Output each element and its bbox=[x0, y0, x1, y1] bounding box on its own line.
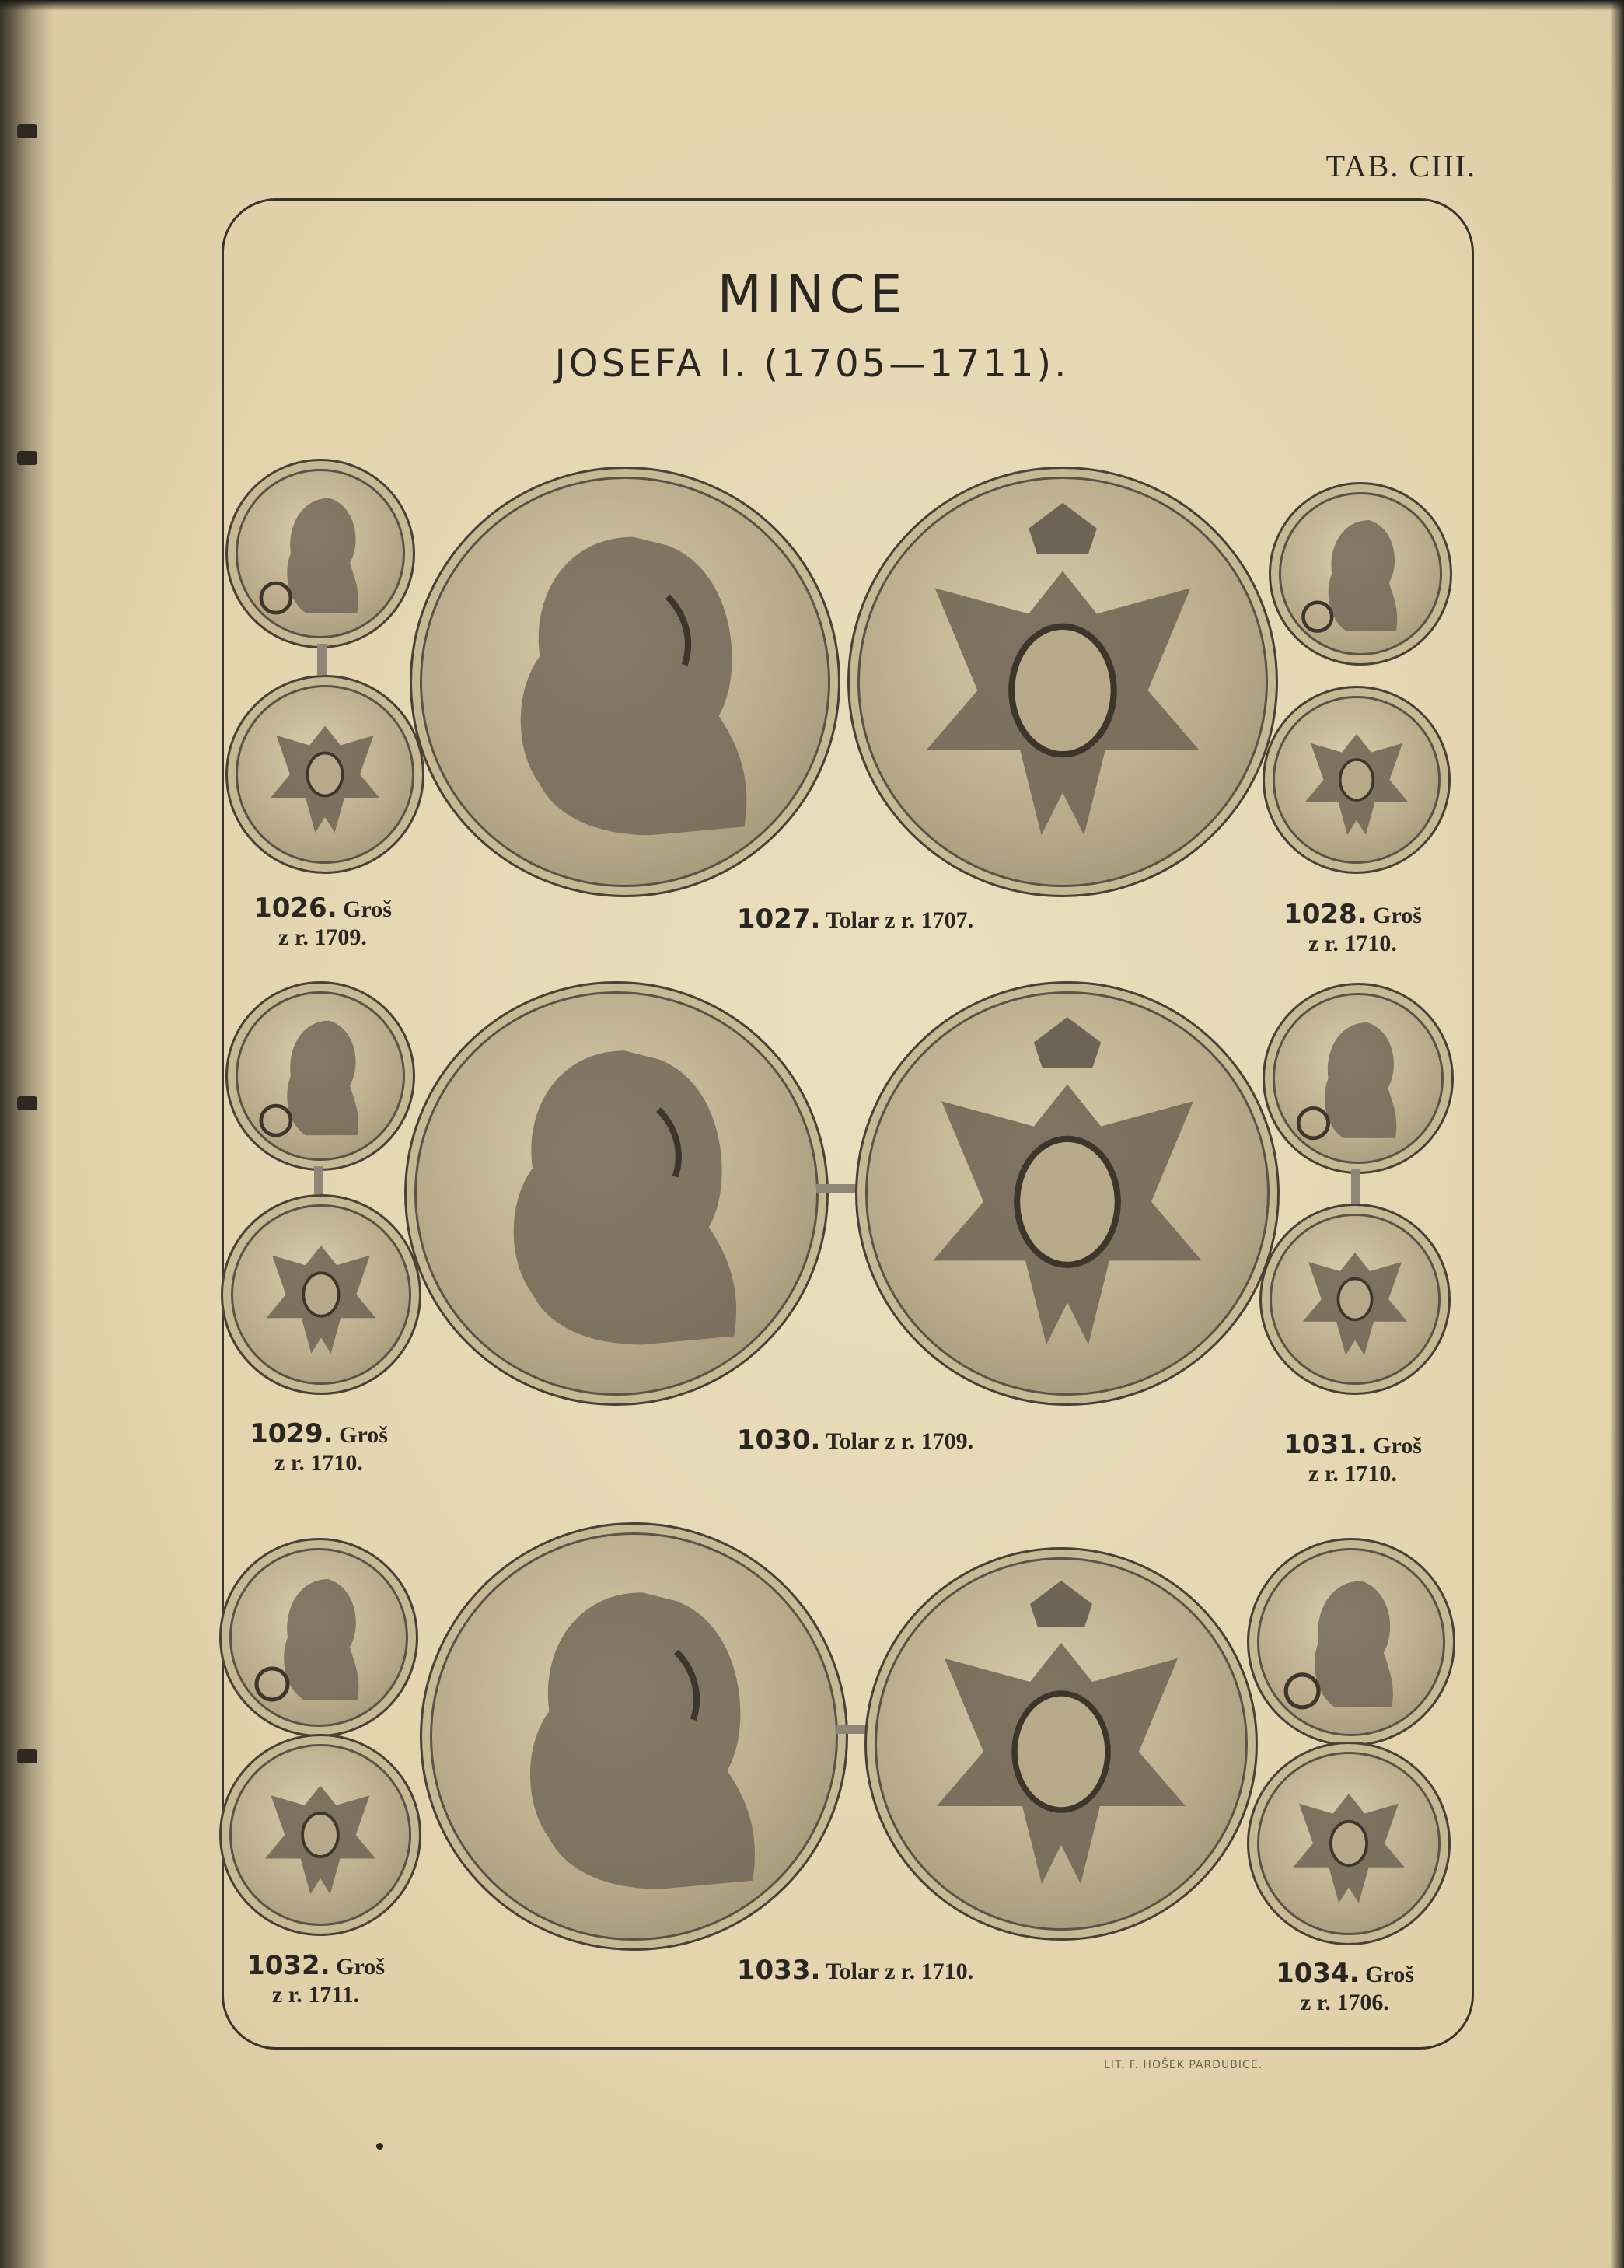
caption-text: Groš bbox=[1373, 903, 1422, 928]
double-eagle-icon bbox=[222, 1736, 419, 1934]
double-eagle-icon bbox=[223, 1197, 419, 1393]
double-eagle-icon bbox=[228, 677, 422, 872]
coin-1029-reverse bbox=[221, 1194, 421, 1395]
caption-1028 bbox=[1259, 900, 1446, 958]
double-eagle-icon bbox=[1262, 1206, 1448, 1393]
book-spine bbox=[0, 0, 54, 2268]
coin-1031-reverse bbox=[1259, 1204, 1451, 1395]
caption-text: Tolar z r. 1709. bbox=[826, 1428, 974, 1454]
caption-1033 bbox=[622, 1956, 1088, 1986]
caption-1031 bbox=[1259, 1431, 1446, 1488]
caption-text: Groš bbox=[1373, 1433, 1422, 1459]
emperor-portrait-icon bbox=[422, 1525, 846, 1948]
binding-stitch bbox=[17, 124, 37, 138]
caption-number: 1031. bbox=[1283, 1429, 1367, 1460]
caption-text: Groš bbox=[343, 896, 392, 922]
page-top-shadow bbox=[0, 0, 1624, 11]
plate-label: TAB. CIII. bbox=[1325, 149, 1476, 183]
caption-number: 1034. bbox=[1276, 1958, 1360, 1989]
coin-connector bbox=[314, 1166, 323, 1194]
caption-number: 1029. bbox=[250, 1418, 334, 1449]
coin-1033-reverse bbox=[864, 1547, 1258, 1941]
coin-1032-obverse bbox=[219, 1538, 418, 1737]
caption-text: Tolar z r. 1710. bbox=[826, 1959, 974, 1984]
coin-1027-obverse bbox=[410, 467, 840, 897]
binding-stitch bbox=[17, 1096, 37, 1110]
portrait-icon bbox=[228, 984, 413, 1169]
coin-1028-obverse bbox=[1269, 482, 1452, 666]
caption-1032 bbox=[222, 1952, 409, 2009]
caption-number: 1033. bbox=[736, 1955, 821, 1986]
binding-stitch bbox=[17, 1749, 37, 1763]
caption-1027 bbox=[622, 905, 1088, 935]
coin-1032-reverse bbox=[219, 1734, 421, 1936]
page-edge-shadow bbox=[1610, 0, 1624, 2268]
portrait-icon bbox=[228, 461, 413, 646]
coin-1033-obverse bbox=[420, 1522, 848, 1951]
coin-1026-obverse bbox=[225, 459, 415, 648]
portrait-icon bbox=[222, 1540, 416, 1735]
caption-1029 bbox=[225, 1420, 412, 1477]
caption-number: 1028. bbox=[1283, 899, 1367, 930]
caption-text: Groš bbox=[336, 1954, 385, 1980]
coin-1027-reverse bbox=[847, 467, 1278, 897]
coin-1031-obverse bbox=[1263, 983, 1454, 1174]
double-eagle-crown-icon bbox=[850, 469, 1276, 895]
emperor-portrait-icon bbox=[412, 469, 838, 895]
printer-mark: LIT. F. HOŠEK PARDUBICE. bbox=[1104, 2059, 1263, 2071]
coin-1028-reverse bbox=[1263, 686, 1451, 874]
coin-connector bbox=[816, 1184, 860, 1193]
page-subtitle: JOSEFA I. (1705—1711). bbox=[554, 342, 1070, 386]
coin-connector bbox=[1351, 1169, 1360, 1204]
caption-number: 1030. bbox=[736, 1424, 821, 1456]
caption-1030 bbox=[622, 1426, 1088, 1456]
caption-text: z r. 1706. bbox=[1301, 1990, 1389, 2015]
coin-connector bbox=[317, 644, 327, 675]
emperor-portrait-icon bbox=[407, 984, 826, 1403]
caption-text: z r. 1710. bbox=[274, 1450, 363, 1476]
caption-text: z r. 1710. bbox=[1308, 931, 1397, 956]
portrait-icon bbox=[1271, 484, 1450, 663]
double-eagle-icon bbox=[1265, 688, 1448, 872]
caption-text: z r. 1709. bbox=[278, 924, 367, 950]
caption-1034 bbox=[1252, 1959, 1438, 2017]
portrait-icon bbox=[1265, 985, 1451, 1172]
caption-text: Tolar z r. 1707. bbox=[826, 907, 974, 933]
coin-1034-obverse bbox=[1247, 1538, 1455, 1746]
double-eagle-icon bbox=[1249, 1744, 1448, 1943]
caption-1026 bbox=[225, 894, 420, 952]
caption-text: z r. 1711. bbox=[271, 1982, 360, 2008]
coin-1026-reverse bbox=[225, 675, 424, 874]
ink-speck bbox=[376, 2143, 383, 2150]
binding-stitch bbox=[17, 451, 37, 465]
double-eagle-crown-icon bbox=[857, 984, 1277, 1403]
coin-1030-reverse bbox=[855, 981, 1280, 1406]
coin-1034-reverse bbox=[1247, 1742, 1451, 1945]
page-title: MINCE bbox=[717, 264, 907, 324]
caption-text: Groš bbox=[339, 1422, 388, 1448]
caption-number: 1032. bbox=[246, 1950, 330, 1981]
double-eagle-crown-icon bbox=[867, 1550, 1256, 1938]
coin-1029-obverse bbox=[225, 981, 415, 1171]
coin-1030-obverse bbox=[404, 981, 829, 1406]
caption-number: 1027. bbox=[736, 903, 821, 935]
caption-text: Groš bbox=[1365, 1962, 1414, 1987]
caption-text: z r. 1710. bbox=[1308, 1461, 1397, 1487]
caption-number: 1026. bbox=[253, 893, 337, 924]
portrait-icon bbox=[1249, 1540, 1453, 1744]
